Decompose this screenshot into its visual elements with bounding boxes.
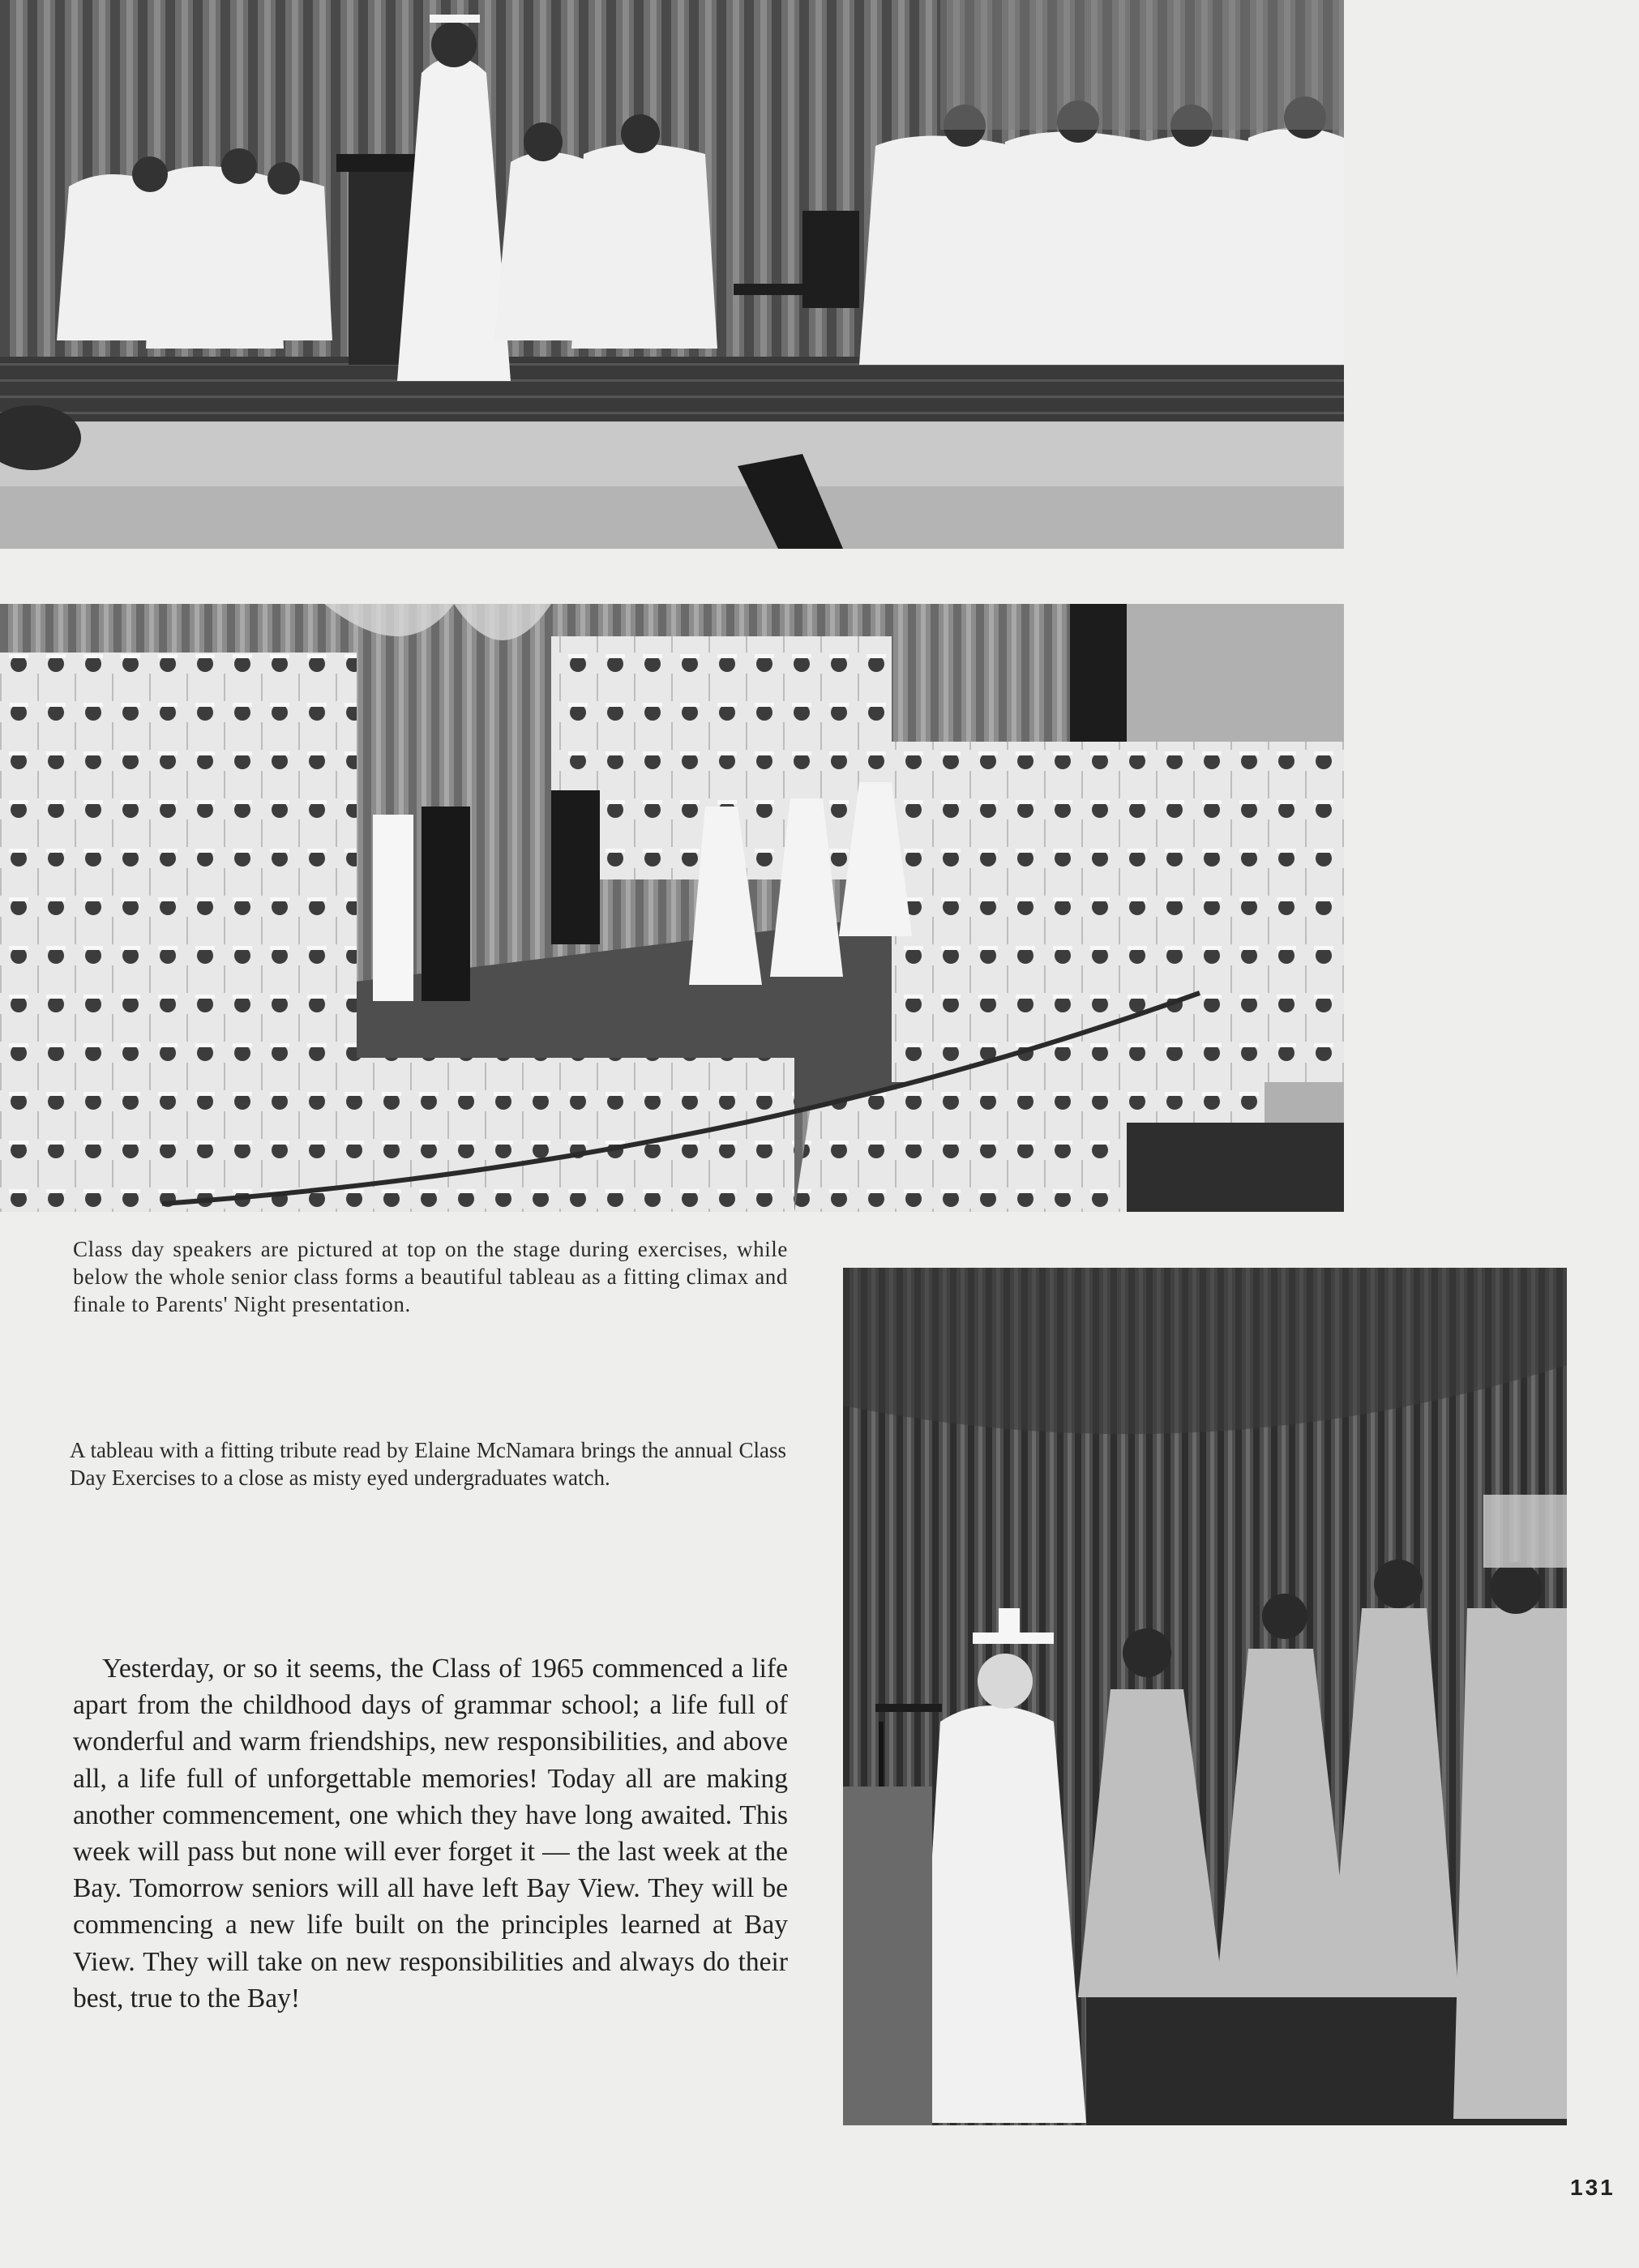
- caption-tableau-tribute: A tableau with a fitting tribute read by Elaine McNamara brings the annual Class Day Exercises to a close as misty eyed undergraduates watch.: [70, 1438, 786, 1490]
- photo-class-day-tribute: [843, 1268, 1567, 2125]
- caption-class-day-speakers: Class day speakers are pictured at top on the stage during exercises, while below the whole senior class forms a beautiful tableau as a fitting climax and finale to Parents' Night presentation.: [73, 1237, 788, 1316]
- body-paragraph-text: Yesterday, or so it seems, the Class of 1965 commenced a life apart from the childhood days of grammar school; a life full of wonderful and warm friendships, new responsibilities, and above all, a life full of unforgettable memories! Today all are making another commencement, one which they have long awaited. This week will pass but none will ever forget it — the last week at the Bay. Tomorrow seniors will all have left Bay View. They will be commencing a new life built on the principles learned at Bay View. They will take on new responsibilities and always do their best, true to the Bay!: [73, 1654, 788, 2013]
- body-paragraph: [73, 1650, 788, 2017]
- page-number: 131: [1570, 2175, 1615, 2200]
- photo-senior-class-tableau: [0, 604, 1344, 1212]
- photo-class-day-speakers: [0, 0, 1344, 549]
